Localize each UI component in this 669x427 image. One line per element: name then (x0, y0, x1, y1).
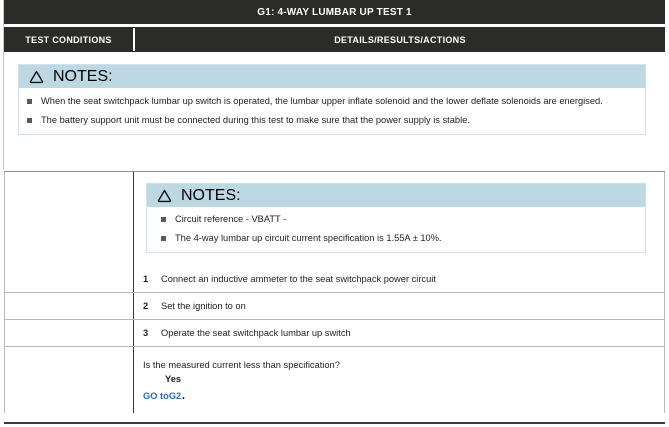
note-item (147, 232, 635, 245)
inner-notes-header (147, 184, 645, 207)
step-row-3 (134, 320, 664, 346)
column-header-bar (4, 27, 665, 52)
note-text: Circuit reference - VBATT - (175, 214, 287, 224)
bullet-square-icon (27, 118, 32, 123)
page-title: G1: 4-WAY LUMBAR UP TEST 1 (257, 6, 412, 18)
bullet-square-icon (27, 99, 32, 104)
question-prompt: Is the measured current less than specification? (143, 360, 340, 370)
outer-notes-header (19, 65, 645, 88)
outer-notes-box (18, 64, 646, 135)
outer-notes-label: NOTES: (53, 67, 113, 85)
page-left-edge (0, 0, 4, 170)
bullet-square-icon (161, 217, 166, 222)
inner-notes-label: NOTES: (181, 186, 241, 204)
question-block (134, 347, 664, 404)
bullet-square-icon (161, 236, 166, 241)
test-conditions-cell (4, 293, 133, 319)
step-text: Operate the seat switchpack lumbar up switch (161, 328, 351, 338)
goto-g2-link[interactable]: GO toG2 (143, 391, 182, 401)
step-number: 2 (143, 301, 149, 311)
note-item (19, 95, 635, 108)
warning-triangle-icon (157, 189, 172, 203)
warning-triangle-icon (29, 70, 44, 84)
step-row-1 (134, 274, 664, 284)
details-cell (134, 347, 665, 413)
table-row (4, 293, 665, 320)
note-item (147, 213, 635, 226)
column-header-details-label: DETAILS/RESULTS/ACTIONS (334, 34, 466, 45)
step-text: Set the ignition to on (161, 301, 246, 311)
details-cell (134, 293, 665, 319)
test-conditions-cell (4, 347, 133, 413)
step-number: 3 (143, 328, 149, 338)
column-header-test-conditions-label: TEST CONDITIONS (25, 34, 112, 45)
test-conditions-cell (4, 172, 133, 292)
note-item (19, 114, 635, 127)
note-text: The battery support unit must be connected during this test to make sure that the power supply is stable. (41, 115, 470, 125)
details-cell (134, 320, 665, 346)
note-text: The 4-way lumbar up circuit current specification is 1.55A ± 10%. (175, 233, 442, 243)
table-row (4, 320, 665, 347)
step-text: Connect an inductive ammeter to the seat switchpack power circuit (161, 274, 436, 284)
inner-notes-body (147, 207, 645, 252)
column-header-details (135, 27, 665, 52)
table-row (4, 347, 665, 413)
outer-notes-body (19, 88, 645, 134)
goto-link-trailing-period: . (181, 386, 186, 403)
note-text: When the seat switchpack lumbar up switch is operated, the lumbar upper inflate solenoid and the lower deflate solenoids are energised. (41, 96, 603, 106)
step-number: 1 (143, 274, 149, 284)
inner-notes-box (146, 183, 646, 253)
page-title-bar (4, 0, 665, 24)
goto-link-row (143, 386, 664, 404)
step-row-2 (134, 293, 664, 319)
question-answer: Yes (165, 374, 182, 384)
column-header-test-conditions (4, 27, 133, 52)
test-conditions-cell (4, 320, 133, 346)
